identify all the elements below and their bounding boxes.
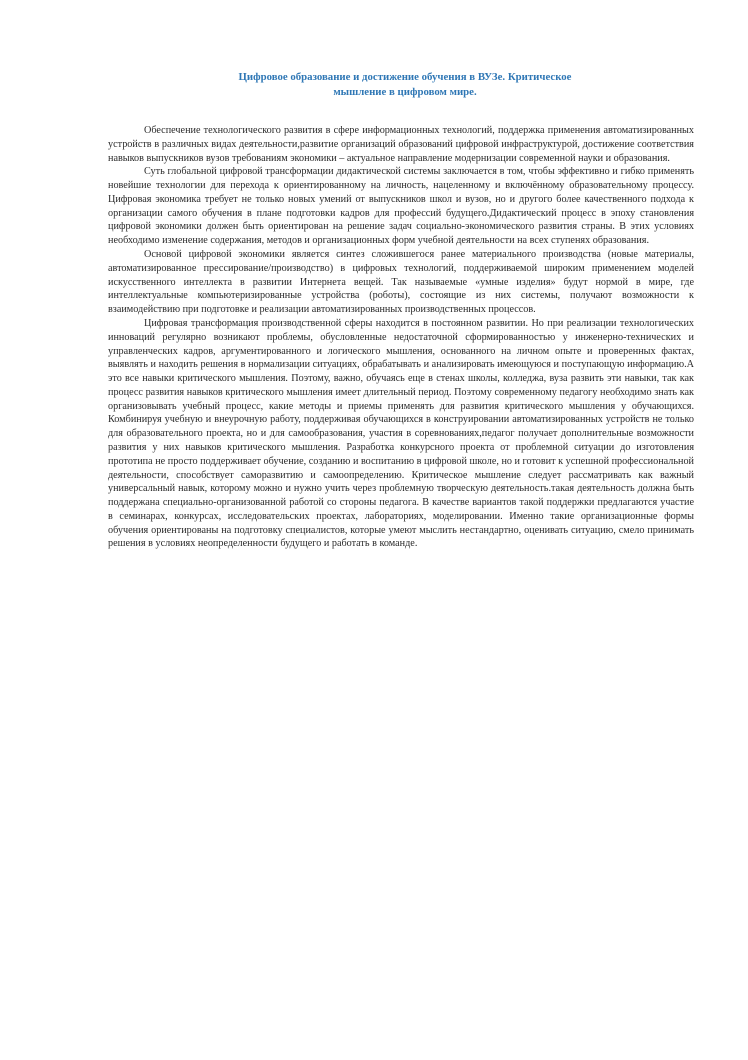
paragraph-2: Суть глобальной цифровой трансформации дидактической системы заключается в том, чтобы эффективно и гибко применять новейшие технологии для перехода к ориентированному на личность, нацеленному и включённому образовательному процессу. Цифровая экономика требует не только новых умений от выпускников школ и вузов, но и другого более качественного подхода к организации самого обучения в плане подготовки кадров для профессий будущего.Дидактический процесс в эпоху становления цифровой экономики должен быть ориентирован на решение задач социально-экономического развития страны. В этих условиях необходимо изменение содержания, методов и организационных форм учебной деятельности на всех ступенях образования.: [108, 166, 694, 247]
paragraph-1: Обеспечение технологического развития в сфере информационных технологий, поддержка применения автоматизированных устройств в различных видах деятельности,развитие организаций образований цифровой инфраструктурой, достижение соответствия навыков выпускников вузов требованиям экономики – актуальное направление модернизации современной науки и образования.: [108, 125, 694, 164]
paragraph-4: Цифровая трансформация производственной сферы находится в постоянном развитии. Но при реализации технологических инноваций регулярно возникают проблемы, обусловленные недостаточной сформированностью у инженерно-технических и управленческих кадров, аргументированного и логического мышления, основанного на личном опыте и проверенных фактах, выявлять и находить решения в нормализации ситуациях, обрабатывать и анализировать имеющуюся и поступающую информацию.А это все навыки критического мышления. Поэтому, важно, обучаясь еще в стенах школы, колледжа, вуза развить эти навыки, так как процесс развития навыков критического мышления имеет длительный период. Поэтому современному педагогу необходимо знать как организовывать учебный процесс, какие методы и приемы применять для развития критического мышления у обучающихся. Комбинируя учебную и внеурочную работу, поддерживая обучающихся в конструировании автоматизированных устройств не только для образовательного проекта, но и для самообразования, участия в соревнованиях,педагог получает дополнительные возможности развития у них навыков критического мышления. Разработка конкурсного проекта от проблемной ситуации до изготовления прототипа не просто поддерживает обучение, созданию и воспитанию в цифровой школе, но и готовит к успешной профессиональной деятельности, способствует саморазвитию и самоопределению. Критическое мышление следует рассматривать как важный универсальный навык, которому можно и нужно учить через проблемную творческую деятельность.такая деятельность должна быть поддержана специально-организованной работой со стороны педагога. В качестве вариантов такой поддержки предлагаются участие в семинарах, конкурсах, исследовательских проектах, лабораториях, моделировании. Именно такие организационные формы обучения ориентированы на подготовку специалистов, которые умеют мыслить нестандартно, оценивать ситуацию, смело принимать решения в условиях неопределенности будущего и работать в команде.: [108, 317, 694, 550]
title-line-2: мышление в цифровом мире.: [333, 86, 477, 98]
paragraph-3: Основой цифровой экономики является синтез сложившегося ранее материального производства (новые материалы, автоматизированное прессирование/производство) в цифровых технологий, поддерживаемой широким применением моделей искусственного интеллекта в развитии Интернета вещей. Так называемые «умные изделия» будут нормой в мире, где интеллектуальные компьютеризированные устройства (роботы), состоящие из них системы, получают возможности к взаимодействию при подготовке и реализации автоматизированных производственных процессов.: [108, 249, 694, 316]
title-line-1: Цифровое образование и достижение обучения в ВУЗе. Критическое: [238, 71, 572, 83]
document-body: [108, 124, 694, 551]
document-title: [150, 70, 660, 100]
